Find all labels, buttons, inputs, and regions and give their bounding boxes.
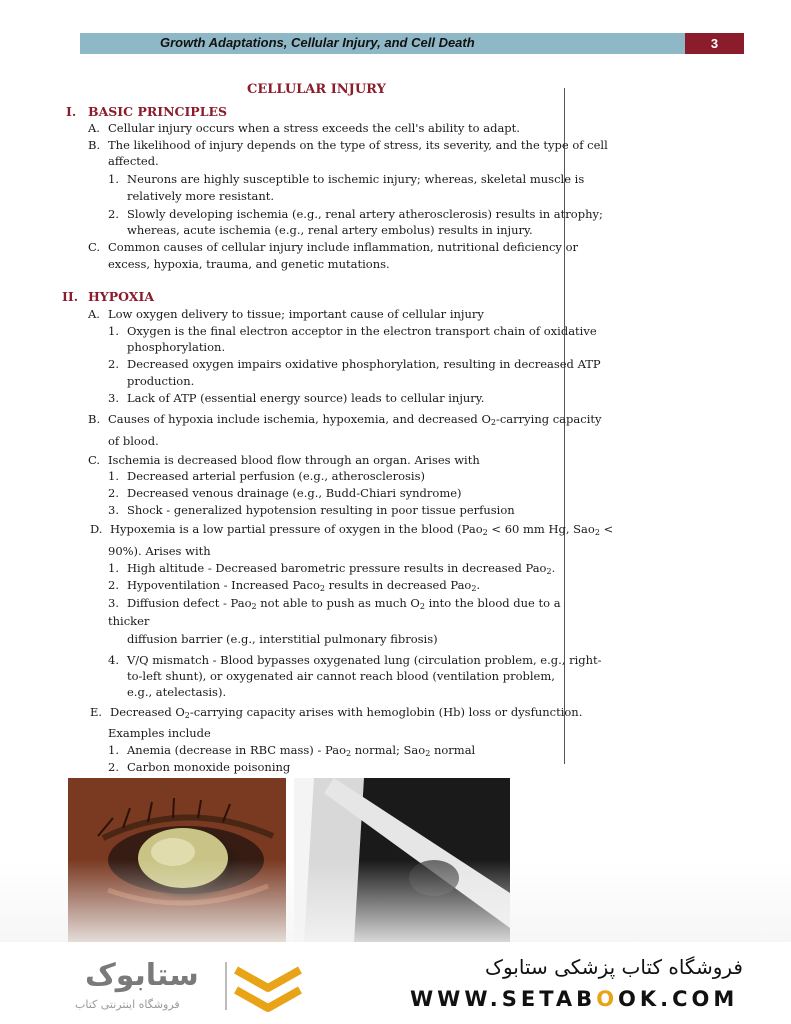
item-number: 4.: [108, 653, 119, 667]
item-letter: A.: [88, 121, 100, 135]
paragraph-text: Decreased oxygen impairs oxidative phosphorylation, resulting in decreased ATP: [127, 357, 601, 371]
paragraph-text: to-left shunt), or oxygenated air cannot reach blood (ventilation problem,: [127, 669, 555, 683]
paragraph-text: Oxygen is the final electron acceptor in the electron transport chain of oxidative: [127, 324, 597, 338]
paragraph-text: Causes of hypoxia include ischemia, hypoxemia, and decreased $O_2$-carrying capacity: [108, 412, 602, 427]
paragraph-text: phosphorylation.: [127, 340, 226, 354]
item-number: 3.: [108, 596, 119, 610]
item-letter: C.: [88, 240, 101, 254]
section-title: CELLULAR INJURY: [247, 82, 386, 97]
item-letter: D.: [90, 522, 103, 536]
footer-fade: [0, 860, 791, 950]
item-number: 2.: [108, 357, 119, 371]
item-number: 1.: [108, 172, 119, 186]
item-number: 3.: [108, 503, 119, 517]
paragraph-text: Hypoxemia is a low partial pressure of oxygen in the blood (Pao$_2$ < 60 mm Hg, Sao$_2$ <: [110, 522, 614, 537]
paragraph-text: Anemia (decrease in RBC mass) - Pao$_2$ normal; Sao$_2$ normal: [127, 743, 476, 758]
paragraph-text: excess, hypoxia, trauma, and genetic mutations.: [108, 257, 390, 271]
store-name: فروشگاه کتاب پزشکی ستابوک: [485, 955, 743, 979]
item-number: 2.: [108, 207, 119, 221]
paragraph-text: High altitude - Decreased barometric pressure results in decreased Pao$_2$.: [127, 561, 556, 576]
paragraph-text: Slowly developing ischemia (e.g., renal artery atherosclerosis) results in atrophy;: [127, 207, 603, 221]
paragraph-text: of blood.: [108, 434, 159, 448]
paragraph-text: Decreased $O_2$-carrying capacity arises with hemoglobin (Hb) loss or dysfunction.: [110, 705, 583, 720]
setabook-logo-text: ستابوک: [85, 958, 199, 993]
paragraph-text: affected.: [108, 154, 159, 168]
paragraph-text: Neurons are highly susceptible to ischemic injury; whereas, skeletal muscle is: [127, 172, 585, 186]
paragraph-text: Lack of ATP (essential energy source) leads to cellular injury.: [127, 391, 485, 405]
section-2-heading: HYPOXIA: [88, 289, 155, 304]
paragraph-text: Decreased arterial perfusion (e.g., atherosclerosis): [127, 469, 425, 483]
item-letter: B.: [88, 412, 101, 426]
paragraph-text: Shock - generalized hypotension resulting in poor tissue perfusion: [127, 503, 515, 517]
paragraph-text: The likelihood of injury depends on the type of stress, its severity, and the type of cell: [108, 138, 608, 152]
paragraph-text: Cellular injury occurs when a stress exceeds the cell's ability to adapt.: [108, 121, 520, 135]
paragraph-text: 90%). Arises with: [108, 544, 211, 558]
item-number: 1.: [108, 561, 119, 575]
item-letter: B.: [88, 138, 101, 152]
item-number: 1.: [108, 743, 119, 757]
paragraph-text: thicker: [108, 614, 150, 628]
item-number: 2.: [108, 760, 119, 774]
paragraph-text: Carbon monoxide poisoning: [127, 760, 291, 774]
item-letter: C.: [88, 453, 101, 467]
logo-divider: [225, 962, 227, 1010]
chapter-title: Growth Adaptations, Cellular Injury, and Cell Death: [160, 35, 475, 50]
page-number: 3: [685, 33, 744, 54]
paragraph-text: Examples include: [108, 726, 211, 740]
paragraph-text: V/Q mismatch - Blood bypasses oxygenated lung (circulation problem, e.g., right-: [127, 653, 602, 667]
item-number: 1.: [108, 324, 119, 338]
paragraph-text: production.: [127, 374, 195, 388]
paragraph-text: Low oxygen delivery to tissue; important cause of cellular injury: [108, 307, 484, 321]
paragraph-text: Common causes of cellular injury include inflammation, nutritional deficiency or: [108, 240, 578, 254]
item-number: 2.: [108, 486, 119, 500]
setabook-logo-subtitle: فروشگاه اینترنتی کتاب: [75, 998, 180, 1011]
item-letter: A.: [88, 307, 100, 321]
setabook-logo-icon: [228, 960, 308, 1015]
item-number: 3.: [108, 391, 119, 405]
paragraph-text: relatively more resistant.: [127, 189, 275, 203]
item-number: 1.: [108, 469, 119, 483]
store-url[interactable]: WWW.SETABOOK.COM: [410, 987, 739, 1011]
paragraph-text: Decreased venous drainage (e.g., Budd-Chiari syndrome): [127, 486, 462, 500]
item-number: 2.: [108, 578, 119, 592]
paragraph-text: Hypoventilation - Increased Paco$_2$ results in decreased Pao$_2$.: [127, 578, 481, 593]
paragraph-text: Diffusion defect - Pao$_2$ not able to push as much $O_2$ into the blood due to a: [127, 596, 561, 611]
item-letter: E.: [90, 705, 103, 719]
section-2-number: II.: [62, 289, 79, 304]
section-1-heading: BASIC PRINCIPLES: [88, 104, 228, 119]
paragraph-text: diffusion barrier (e.g., interstitial pulmonary fibrosis): [127, 632, 438, 646]
paragraph-text: e.g., atelectasis).: [127, 685, 227, 699]
section-1-number: I.: [66, 104, 77, 119]
paragraph-text: whereas, acute ischemia (e.g., renal artery embolus) results in injury.: [127, 223, 533, 237]
paragraph-text: Ischemia is decreased blood flow through an organ. Arises with: [108, 453, 480, 467]
